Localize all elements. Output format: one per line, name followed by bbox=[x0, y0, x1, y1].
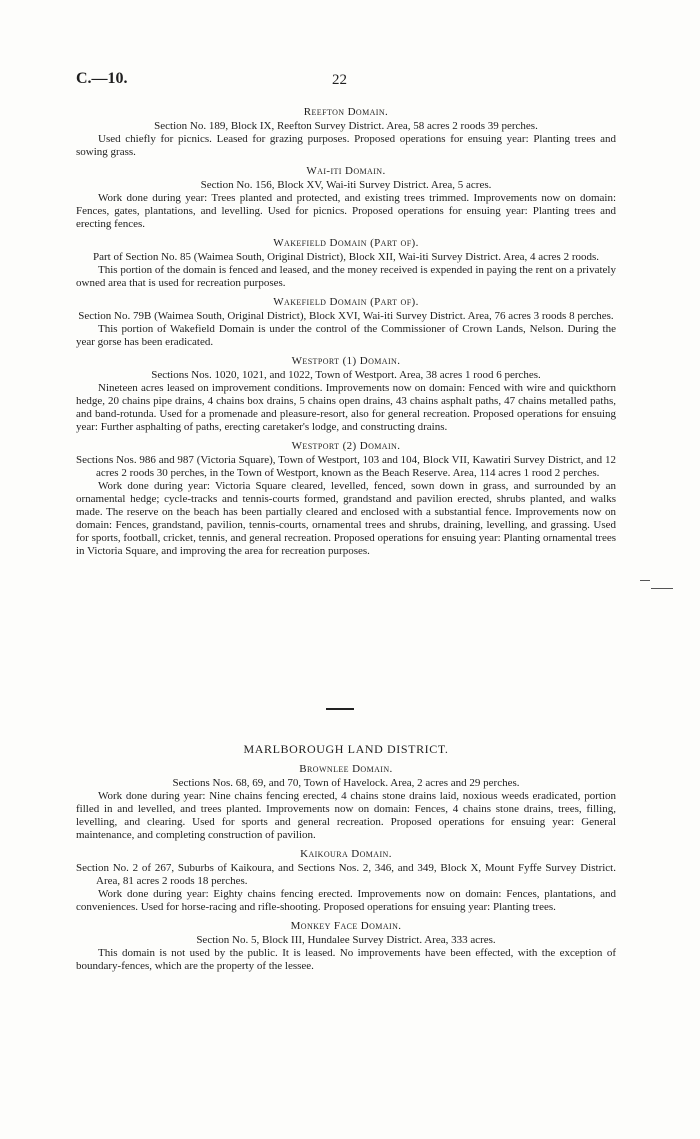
domain-location: Section No. 5, Block III, Hundalee Survey District. Area, 333 acres. bbox=[196, 934, 496, 946]
domain-location: Section No. 189, Block IX, Reefton Survey District. Area, 58 acres 2 roods 39 perches. bbox=[154, 120, 538, 132]
domain-description: Nineteen acres leased on improvement conditions. Improvements now on domain: Fenced with wire and quickthorn hedge, 20 chains pipe drains, 4 chains box drains, 5 chains open drains, 43 chains asphalt paths, 47 chains metalled paths, and band-rotunda. Used for a promenade and pleasure-resort, also for general recreation. Proposed operations for ensuing year: Further asphalting of paths, erecting caretaker's lodge, and constructing drains. bbox=[76, 382, 616, 433]
margin-mark bbox=[640, 580, 650, 581]
domain-description: Work done during year: Trees planted and protected, and existing trees trimmed. Improvements now on domain: Fences, gates, plantations, and levelling. Used for picnics. Proposed operations for ensuing year: Planting trees and erecting fences. bbox=[76, 192, 616, 230]
domain-title: Reefton Domain. bbox=[303, 106, 389, 118]
domain-section bbox=[76, 848, 616, 914]
domain-location: Sections Nos. 68, 69, and 70, Town of Havelock. Area, 2 acres and 29 perches. bbox=[172, 777, 520, 789]
domain-sections-nelson bbox=[76, 100, 616, 558]
domain-description: Used chiefly for picnics. Leased for grazing purposes. Proposed operations for ensuing year: Planting trees and sowing grass. bbox=[76, 133, 616, 158]
domain-title: Brownlee Domain. bbox=[299, 763, 393, 775]
domain-title: Monkey Face Domain. bbox=[290, 920, 402, 932]
domain-section bbox=[76, 440, 616, 558]
page-number: 22 bbox=[332, 72, 347, 88]
domain-description: Work done during year: Eighty chains fencing erected. Improvements now on domain: Fences, plantations, and conveniences. Used for horse-racing and rifle-shooting. Proposed operations for ensuing year: Planting trees. bbox=[76, 888, 616, 913]
domain-section bbox=[76, 355, 616, 434]
margin-mark bbox=[651, 588, 673, 589]
domain-title: Wakefield Domain (Part of). bbox=[273, 237, 419, 249]
domain-sections-marlborough bbox=[76, 763, 616, 973]
domain-location: Sections Nos. 1020, 1021, and 1022, Town of Westport. Area, 38 acres 1 rood 6 perches. bbox=[151, 369, 541, 381]
domain-description: This domain is not used by the public. It is leased. No improvements have been effected, with the exception of boundary-fences, which are the property of the lessee. bbox=[76, 947, 616, 972]
section-divider-rule bbox=[326, 708, 354, 710]
domain-description: Work done during year: Nine chains fencing erected, 4 chains stone drains laid, noxious weeds eradicated, portion filled in and levelled, and trees planted. Improvements now on domain: Fences, 4 chains stone drains, trees, filling, levelling, and clearing. Used for sports and general recreation. Proposed operations for ensuing year: General maintenance, and completing construction of pavilion. bbox=[76, 790, 616, 841]
domain-location: Section No. 156, Block XV, Wai-iti Survey District. Area, 5 acres. bbox=[200, 179, 492, 191]
domain-section bbox=[76, 237, 616, 290]
domain-location: Section No. 79B (Waimea South, Original District), Block XVI, Wai-iti Survey District. Area, 76 acres 3 roods 8 perches. bbox=[78, 310, 614, 322]
domain-description: Work done during year: Victoria Square cleared, levelled, fenced, sown down in grass, and surrounded by an ornamental hedge; cycle-tracks and tennis-courts formed, grandstand and pavilion erected, shrubs planted, and walks made. The reserve on the beach has been partially cleared and enclosed with a substantial fence. Improvements now on domain: Fences, grandstand, pavilion, tennis-courts, ornamental trees and shrubs, draining, levelling, and grassing. Used for sports, football, cricket, tennis, and general recreation. Proposed operations for ensuing year: Planting ornamental trees in Victoria Square, and improving the area for recreation purposes. bbox=[76, 480, 616, 557]
domain-description: This portion of Wakefield Domain is under the control of the Commissioner of Crown Lands, Nelson. During the year gorse has been eradicated. bbox=[76, 323, 616, 348]
domain-title: Wai-iti Domain. bbox=[306, 165, 386, 177]
document-reference: C.—10. bbox=[76, 70, 128, 87]
domain-section bbox=[76, 106, 616, 159]
domain-section bbox=[76, 296, 616, 349]
domain-section bbox=[76, 165, 616, 231]
domain-section bbox=[76, 763, 616, 842]
domain-location: Section No. 2 of 267, Suburbs of Kaikoura, and Sections Nos. 2, 346, and 349, Block X, Mount Fyffe Survey District. Area, 81 acres 2 roods 18 perches. bbox=[76, 862, 616, 887]
domain-title: Westport (1) Domain. bbox=[291, 355, 401, 367]
domain-location: Sections Nos. 986 and 987 (Victoria Square), Town of Westport, 103 and 104, Block VII, Kawatiri Survey District, and 12 acres 2 roods 30 perches, in the Town of Westport, known as the Beach Reserve. Area, 114 acres 1 rood 2 perches. bbox=[76, 454, 616, 479]
page-header bbox=[76, 70, 616, 94]
district-heading: MARLBOROUGH LAND DISTRICT. bbox=[243, 742, 449, 756]
domain-section bbox=[76, 920, 616, 973]
domain-description: This portion of the domain is fenced and leased, and the money received is expended in paying the rent on a privately owned area that is used for recreation purposes. bbox=[76, 264, 616, 289]
domain-title: Wakefield Domain (Part of). bbox=[273, 296, 419, 308]
domain-title: Westport (2) Domain. bbox=[291, 440, 401, 452]
domain-location: Part of Section No. 85 (Waimea South, Original District), Block XII, Wai-iti Survey District. Area, 4 acres 2 roods. bbox=[92, 251, 600, 263]
domain-title: Kaikoura Domain. bbox=[300, 848, 392, 860]
marlborough-section bbox=[76, 742, 616, 973]
